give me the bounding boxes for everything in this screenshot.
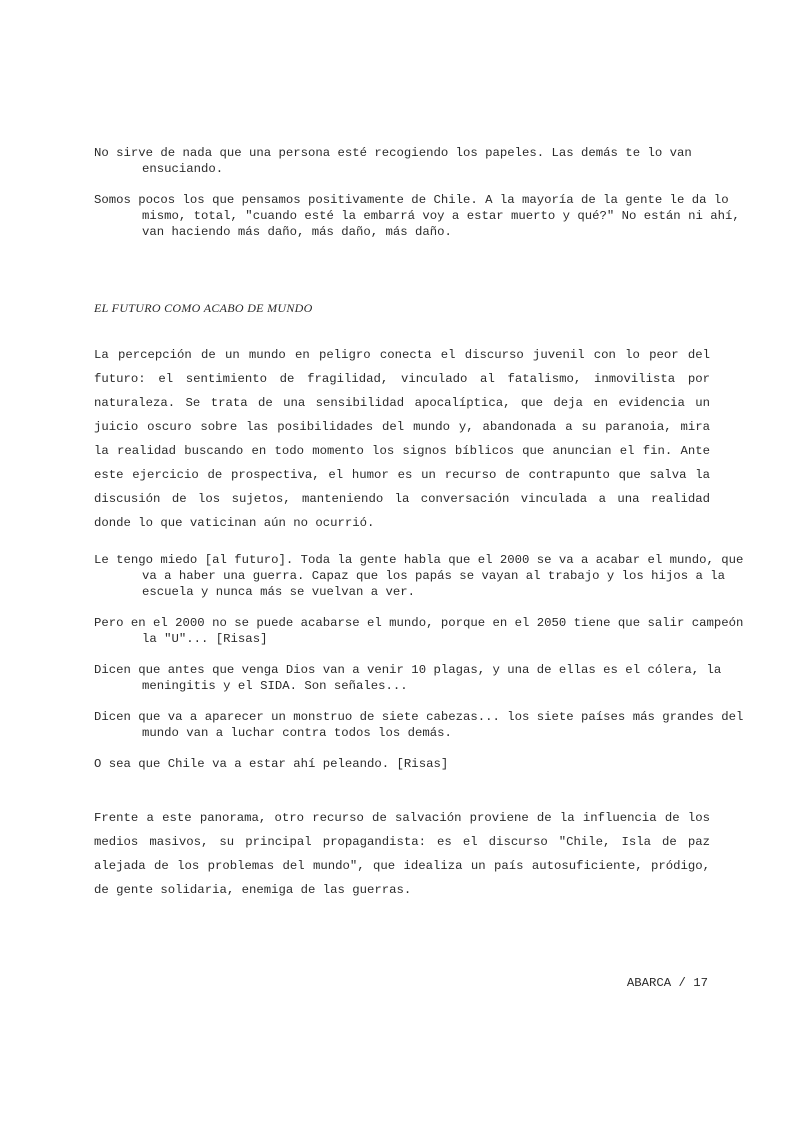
section-heading: EL FUTURO COMO ACABO DE MUNDO — [94, 301, 313, 315]
body-paragraph: La percepción de un mundo en peligro conecta el discurso juvenil con lo peor del futuro: el sentimiento de fragilidad, vinculado al fatalismo, inmovilista por naturaleza. Se trata de una sensibilidad apocalíptica, que deja en evidencia un juicio oscuro sobre las posibilidades del mundo y, abandonada a su paranoia, mira la realidad buscando en todo momento los signos bíblicos que anuncian el fin. Ante este ejercicio de prospectiva, el humor es un recurso de contrapunto que salva la discusión de los sujetos, manteniendo la conversación vinculada a una realidad donde lo que vaticinan aún no ocurrió. — [94, 348, 710, 530]
quote-block: Pero en el 2000 no se puede acabarse el mundo, porque en el 2050 tiene que salir campeón la "U"... [Risas] — [94, 616, 744, 646]
quote-block: O sea que Chile va a estar ahí peleando. [Risas] — [94, 757, 449, 771]
quote-block: Dicen que va a aparecer un monstruo de siete cabezas... los siete países más grandes del mundo van a luchar contra todos los demás. — [94, 710, 744, 740]
quote-block: Dicen que antes que venga Dios van a venir 10 plagas, y una de ellas es el cólera, la meningitis y el SIDA. Son señales... — [94, 663, 722, 693]
quote-block: Le tengo miedo [al futuro]. Toda la gente habla que el 2000 se va a acabar el mundo, que va a haber una guerra. Capaz que los papás se vayan al trabajo y los hijos a la escuela y nunca más se vuelvan a ver. — [94, 553, 744, 599]
quote-block: No sirve de nada que una persona esté recogiendo los papeles. Las demás te lo van ensuciando. — [94, 146, 692, 176]
page-footer: ABARCA / 17 — [626, 976, 708, 990]
quote-block: Somos pocos los que pensamos positivamente de Chile. A la mayoría de la gente le da lo mismo, total, "cuando esté la embarrá voy a estar muerto y qué?" No están ni ahí, van haciendo más daño, más daño, más daño. — [94, 193, 740, 239]
body-paragraph: Frente a este panorama, otro recurso de salvación proviene de la influencia de los medios masivos, su principal propagandista: es el discurso "Chile, Isla de paz alejada de los problemas del mundo", que idealiza un país autosuficiente, pródigo, de gente solidaria, enemiga de las guerras. — [94, 811, 710, 897]
